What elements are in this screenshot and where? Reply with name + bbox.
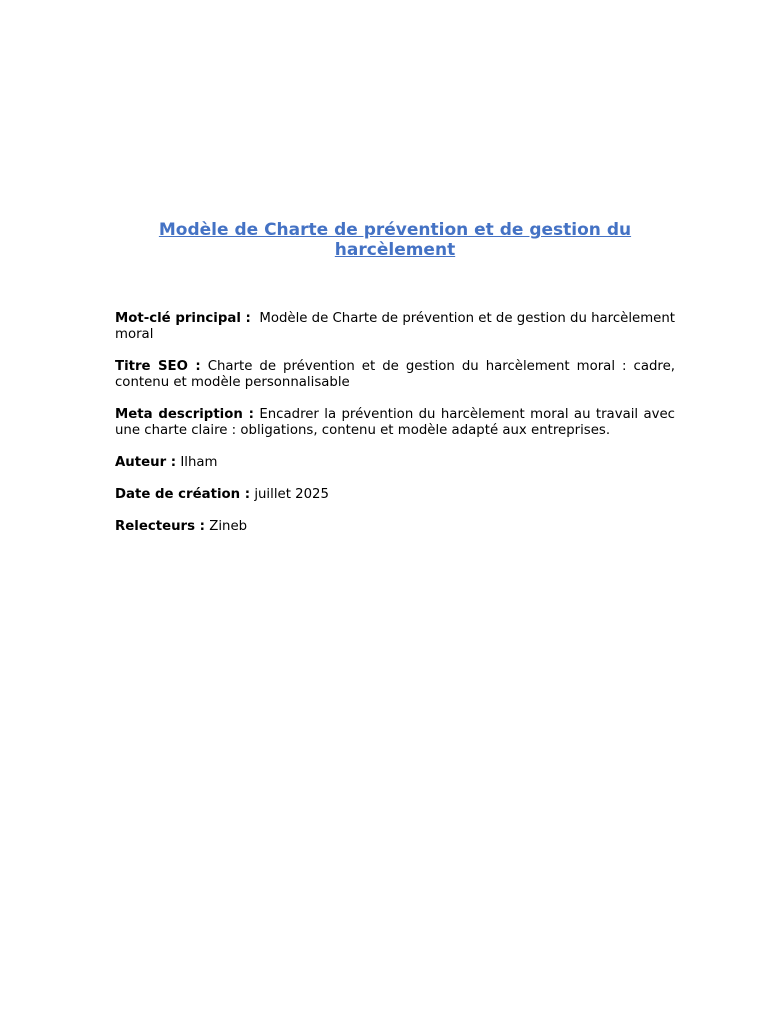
main-keyword-label: Mot-clé principal : [115, 311, 251, 326]
creation-date-paragraph [115, 487, 675, 503]
reviewers-value: Zineb [209, 519, 248, 534]
seo-title-label: Titre SEO : [115, 359, 201, 374]
seo-title-paragraph [115, 359, 675, 391]
creation-date-label: Date de création : [115, 487, 251, 502]
creation-date-value: juillet 2025 [254, 487, 329, 502]
meta-description-paragraph [115, 407, 675, 439]
author-label: Auteur : [115, 455, 177, 470]
author-value: Ilham [180, 455, 218, 470]
main-keyword-paragraph [115, 311, 675, 343]
meta-description-value: Encadrer la prévention du harcèlement moral au travail avec une charte claire : obligations, contenu et modèle adapté aux entreprises. [115, 407, 675, 438]
reviewers-paragraph [115, 519, 675, 535]
reviewers-label: Relecteurs : [115, 519, 205, 534]
document-title: Modèle de Charte de prévention et de gestion du harcèlement [158, 220, 632, 260]
main-keyword-value: Modèle de Charte de prévention et de gestion du harcèlement moral [115, 311, 675, 342]
meta-description-label: Meta description : [115, 407, 254, 422]
metadata-block [115, 311, 675, 551]
author-paragraph [115, 455, 675, 471]
seo-title-value: Charte de prévention et de gestion du harcèlement moral : cadre, contenu et modèle personnalisable [115, 359, 675, 390]
